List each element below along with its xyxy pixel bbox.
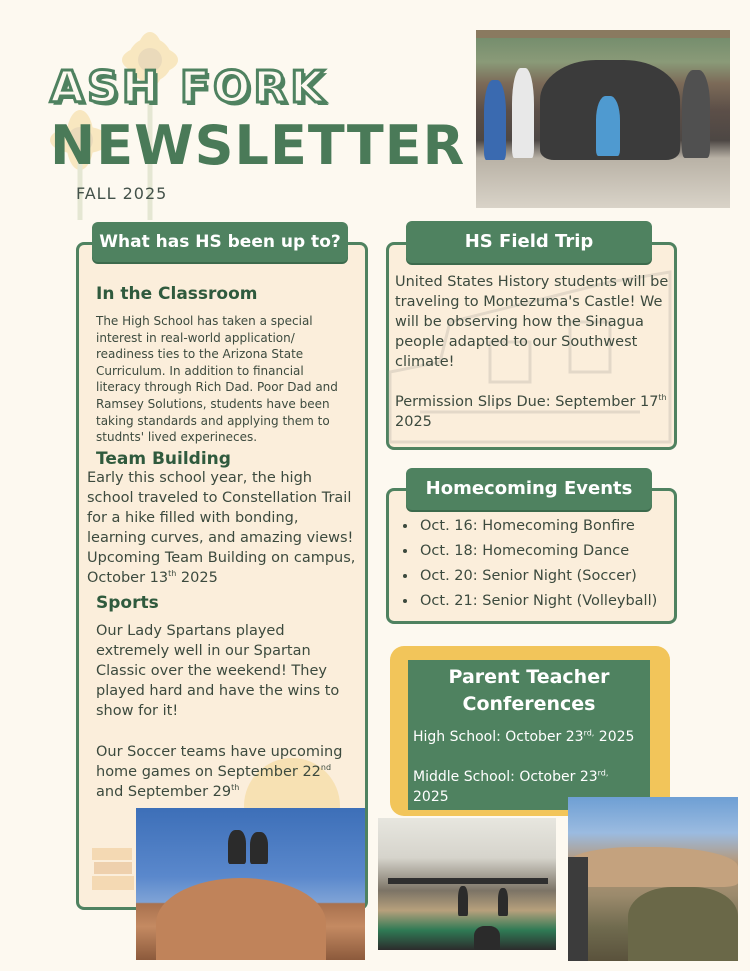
permission-slip-line	[395, 392, 669, 432]
middle-school-year: 2025	[413, 789, 449, 805]
homecoming-event: • Oct. 21: Senior Night (Volleyball)	[418, 589, 680, 614]
homecoming-event-list	[402, 514, 680, 614]
newsletter-title-line2: NEWSLETTER	[50, 114, 466, 177]
sports-text-1: Our Lady Spartans played extremely well in our Spartan Classic over the weekend! They played hard and have the wins to show for it!	[96, 623, 340, 719]
sports-soccer-text: Our Soccer teams have upcoming home games on September 22	[96, 744, 343, 780]
classroom-heading: In the Classroom	[96, 284, 258, 304]
classroom-text: The High School has taken a special interest in real-world application/ readiness ties to the Arizona State Curriculum. In addition to financial literacy through Rich Dad. Poor Dad and Ramsey Solutions, students have been taking standards and applying them to studnts' lived experineces.	[96, 314, 338, 445]
high-school-conference	[413, 727, 653, 747]
desert-trail-photo	[568, 797, 738, 961]
team-building-heading: Team Building	[96, 449, 231, 469]
team-building-text	[87, 468, 357, 588]
permission-sup: th	[658, 393, 667, 403]
season-label: FALL 2025	[76, 184, 168, 203]
sports-soccer-text-2: and September 29	[96, 784, 232, 800]
newsletter-title-line1: ASH FORK	[50, 62, 328, 113]
homecoming-header: Homecoming Events	[406, 468, 652, 510]
group-photo	[476, 30, 730, 208]
middle-school-sup: rd,	[597, 768, 609, 778]
middle-school-text: Middle School: October 23	[413, 769, 598, 785]
homecoming-event: • Oct. 16: Homecoming Bonfire	[418, 514, 680, 539]
homecoming-event: • Oct. 20: Senior Night (Soccer)	[418, 564, 680, 589]
high-school-text: High School: October 23	[413, 729, 584, 745]
team-building-sup: th	[168, 569, 177, 579]
high-school-year: 2025	[594, 729, 635, 745]
sports-sup-1: nd	[320, 763, 332, 773]
hike-rock-photo	[136, 808, 365, 960]
permission-slip-text: Permission Slips Due: September 17	[395, 394, 659, 410]
books-decoration-icon	[90, 842, 136, 894]
field-trip-text	[395, 272, 669, 432]
conferences-title: Parent Teacher Conferences	[448, 666, 610, 715]
team-building-year: 2025	[176, 570, 218, 586]
gym-volleyball-photo	[378, 818, 556, 950]
high-school-sup: rd,	[583, 728, 595, 738]
hs-activities-header: What has HS been up to?	[92, 222, 348, 262]
sports-heading: Sports	[96, 593, 159, 613]
field-trip-header: HS Field Trip	[406, 221, 652, 263]
sports-sup-2: th	[231, 783, 240, 793]
homecoming-event: • Oct. 18: Homecoming Dance	[418, 539, 680, 564]
sports-text-2	[96, 742, 348, 802]
field-trip-description: United States History students will be traveling to Montezuma's Castle! We will be observing how the Sinagua people adapted to our Southwest climate!	[395, 274, 669, 370]
team-building-body: Early this school year, the high school traveled to Constellation Trail for a hike filled with bonding, learning curves, and amazing views! Upcoming Team Building on campus, October 13	[87, 470, 356, 586]
permission-year: 2025	[395, 414, 432, 430]
